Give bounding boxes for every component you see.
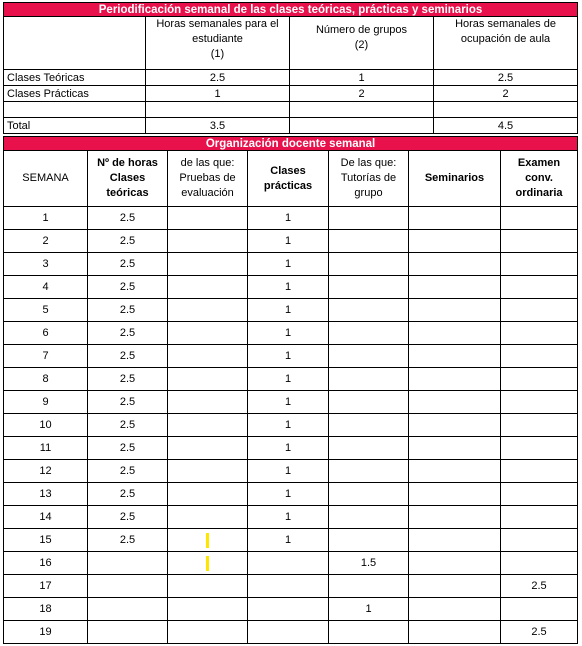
cell-tutorias [329, 299, 409, 322]
cell-examen [501, 207, 578, 230]
cell-semana: 2 [4, 230, 88, 253]
week-row [4, 506, 578, 529]
cell-teoricas: 2.5 [88, 529, 168, 552]
cell-tutorias [329, 345, 409, 368]
row-hours: 2.5 [146, 70, 290, 86]
week-row [4, 621, 578, 644]
cell-examen [501, 506, 578, 529]
cell-pruebas [168, 621, 248, 644]
cell-pruebas [168, 598, 248, 621]
cell-practicas: 1 [248, 345, 329, 368]
header-groups-text: Número de grupos (2) [315, 24, 408, 51]
cell-examen [501, 414, 578, 437]
weeks-body [4, 207, 578, 644]
cell-examen [501, 598, 578, 621]
cell-tutorias [329, 322, 409, 345]
cell-teoricas: 2.5 [88, 414, 168, 437]
cell-tutorias [329, 437, 409, 460]
cell-practicas: 1 [248, 529, 329, 552]
cell-teoricas: 2.5 [88, 368, 168, 391]
row-hours: 3.5 [146, 118, 290, 134]
cell-examen [501, 529, 578, 552]
cell-tutorias [329, 276, 409, 299]
cell-practicas [248, 575, 329, 598]
cell-seminarios [409, 345, 501, 368]
cell-semana: 10 [4, 414, 88, 437]
row-label: Clases Prácticas [4, 86, 146, 102]
cell-examen [501, 391, 578, 414]
row-groups [290, 118, 434, 134]
week-row [4, 299, 578, 322]
cell-seminarios [409, 230, 501, 253]
cell-semana: 6 [4, 322, 88, 345]
cell-pruebas [168, 391, 248, 414]
cell-semana: 8 [4, 368, 88, 391]
cell-semana: 16 [4, 552, 88, 575]
cell-practicas: 1 [248, 230, 329, 253]
header-occupation-text: Horas semanales de ocupación de aula [455, 18, 556, 45]
week-row [4, 230, 578, 253]
table1-title: Periodificación semanal de las clases teóricas, prácticas y seminarios [4, 3, 578, 17]
cell-seminarios [409, 299, 501, 322]
cell-semana: 12 [4, 460, 88, 483]
week-row [4, 391, 578, 414]
header-hours-student-text: Horas semanales para el estudiante (1) [156, 18, 279, 60]
cell-seminarios [409, 506, 501, 529]
cell-examen [501, 483, 578, 506]
cell-tutorias [329, 207, 409, 230]
cell-seminarios [409, 460, 501, 483]
header-hours-student [146, 17, 290, 70]
cell-teoricas: 2.5 [88, 345, 168, 368]
cell-semana: 4 [4, 276, 88, 299]
cell-semana: 11 [4, 437, 88, 460]
week-row [4, 598, 578, 621]
row-hours [146, 102, 290, 118]
row-occupation: 2 [434, 86, 578, 102]
cell-tutorias: 1.5 [329, 552, 409, 575]
header-exam: Examen conv. ordinaria [501, 151, 578, 207]
header-group-tutorials: De las que: Tutorías de grupo [329, 151, 409, 207]
cell-semana: 15 [4, 529, 88, 552]
highlight-mark [206, 533, 209, 548]
cell-examen [501, 437, 578, 460]
cell-semana: 17 [4, 575, 88, 598]
weekly-teaching-organization-table [3, 136, 578, 644]
cell-teoricas: 2.5 [88, 483, 168, 506]
cell-semana: 18 [4, 598, 88, 621]
cell-seminarios [409, 575, 501, 598]
cell-practicas: 1 [248, 368, 329, 391]
cell-tutorias [329, 506, 409, 529]
cell-teoricas [88, 621, 168, 644]
header-theory-hours: Nº de horas Clases teóricas [88, 151, 168, 207]
cell-pruebas [168, 460, 248, 483]
header-evaluation-tests: de las que: Pruebas de evaluación [168, 151, 248, 207]
row-label: Clases Teóricas [4, 70, 146, 86]
cell-practicas [248, 552, 329, 575]
cell-pruebas [168, 437, 248, 460]
cell-examen [501, 276, 578, 299]
row-groups: 2 [290, 86, 434, 102]
cell-teoricas: 2.5 [88, 230, 168, 253]
cell-seminarios [409, 253, 501, 276]
week-row [4, 414, 578, 437]
cell-practicas: 1 [248, 322, 329, 345]
cell-teoricas [88, 552, 168, 575]
header-groups [290, 17, 434, 70]
row-occupation [434, 102, 578, 118]
cell-pruebas [168, 552, 248, 575]
cell-semana: 13 [4, 483, 88, 506]
cell-semana: 3 [4, 253, 88, 276]
cell-teoricas: 2.5 [88, 391, 168, 414]
cell-semana: 7 [4, 345, 88, 368]
cell-pruebas [168, 253, 248, 276]
cell-seminarios [409, 483, 501, 506]
cell-tutorias [329, 575, 409, 598]
cell-semana: 19 [4, 621, 88, 644]
cell-seminarios [409, 621, 501, 644]
highlight-mark [206, 556, 209, 571]
header-occupation [434, 17, 578, 70]
cell-teoricas: 2.5 [88, 276, 168, 299]
cell-tutorias [329, 391, 409, 414]
week-row [4, 368, 578, 391]
week-row [4, 575, 578, 598]
header-practical-classes: Clases prácticas [248, 151, 329, 207]
cell-examen [501, 552, 578, 575]
week-row [4, 253, 578, 276]
row-label [4, 102, 146, 118]
cell-tutorias [329, 483, 409, 506]
cell-semana: 14 [4, 506, 88, 529]
cell-seminarios [409, 529, 501, 552]
table1-header-empty [4, 17, 146, 70]
week-row [4, 552, 578, 575]
table1-row [4, 70, 578, 86]
cell-tutorias [329, 230, 409, 253]
cell-teoricas: 2.5 [88, 437, 168, 460]
cell-practicas: 1 [248, 483, 329, 506]
cell-semana: 1 [4, 207, 88, 230]
cell-practicas: 1 [248, 391, 329, 414]
week-row [4, 276, 578, 299]
table1-row [4, 102, 578, 118]
cell-practicas: 1 [248, 207, 329, 230]
cell-seminarios [409, 598, 501, 621]
cell-practicas: 1 [248, 414, 329, 437]
cell-teoricas: 2.5 [88, 253, 168, 276]
cell-pruebas [168, 368, 248, 391]
cell-tutorias [329, 414, 409, 437]
header-semana: SEMANA [4, 151, 88, 207]
cell-tutorias [329, 621, 409, 644]
cell-examen: 2.5 [501, 621, 578, 644]
cell-pruebas [168, 506, 248, 529]
week-row [4, 460, 578, 483]
header-seminars: Seminarios [409, 151, 501, 207]
row-label: Total [4, 118, 146, 134]
cell-pruebas [168, 322, 248, 345]
row-occupation: 4.5 [434, 118, 578, 134]
cell-teoricas: 2.5 [88, 322, 168, 345]
cell-pruebas [168, 414, 248, 437]
cell-teoricas: 2.5 [88, 299, 168, 322]
cell-seminarios [409, 414, 501, 437]
cell-tutorias: 1 [329, 598, 409, 621]
cell-tutorias [329, 460, 409, 483]
cell-practicas: 1 [248, 437, 329, 460]
cell-examen [501, 230, 578, 253]
cell-pruebas [168, 230, 248, 253]
cell-examen [501, 253, 578, 276]
cell-tutorias [329, 253, 409, 276]
table1-row-total [4, 118, 578, 134]
cell-pruebas [168, 299, 248, 322]
week-row [4, 345, 578, 368]
cell-seminarios [409, 552, 501, 575]
cell-teoricas [88, 575, 168, 598]
cell-teoricas: 2.5 [88, 460, 168, 483]
week-row [4, 483, 578, 506]
cell-pruebas [168, 207, 248, 230]
cell-pruebas [168, 483, 248, 506]
cell-practicas: 1 [248, 253, 329, 276]
cell-pruebas [168, 529, 248, 552]
weekly-periodization-table [3, 2, 578, 134]
cell-examen: 2.5 [501, 575, 578, 598]
week-row [4, 322, 578, 345]
cell-examen [501, 345, 578, 368]
week-row [4, 437, 578, 460]
cell-tutorias [329, 368, 409, 391]
cell-teoricas [88, 598, 168, 621]
week-row [4, 207, 578, 230]
cell-tutorias [329, 529, 409, 552]
table1-row [4, 86, 578, 102]
cell-semana: 5 [4, 299, 88, 322]
row-groups: 1 [290, 70, 434, 86]
cell-semana: 9 [4, 391, 88, 414]
row-occupation: 2.5 [434, 70, 578, 86]
cell-seminarios [409, 276, 501, 299]
cell-examen [501, 299, 578, 322]
cell-seminarios [409, 322, 501, 345]
cell-practicas: 1 [248, 460, 329, 483]
cell-pruebas [168, 575, 248, 598]
cell-seminarios [409, 207, 501, 230]
cell-practicas: 1 [248, 506, 329, 529]
cell-teoricas: 2.5 [88, 506, 168, 529]
cell-teoricas: 2.5 [88, 207, 168, 230]
row-groups [290, 102, 434, 118]
cell-practicas: 1 [248, 299, 329, 322]
cell-seminarios [409, 368, 501, 391]
cell-examen [501, 322, 578, 345]
week-row [4, 529, 578, 552]
table2-title: Organización docente semanal [4, 137, 578, 151]
row-hours: 1 [146, 86, 290, 102]
cell-pruebas [168, 276, 248, 299]
cell-practicas [248, 598, 329, 621]
cell-examen [501, 460, 578, 483]
cell-practicas: 1 [248, 276, 329, 299]
cell-seminarios [409, 391, 501, 414]
cell-examen [501, 368, 578, 391]
cell-practicas [248, 621, 329, 644]
cell-seminarios [409, 437, 501, 460]
cell-pruebas [168, 345, 248, 368]
